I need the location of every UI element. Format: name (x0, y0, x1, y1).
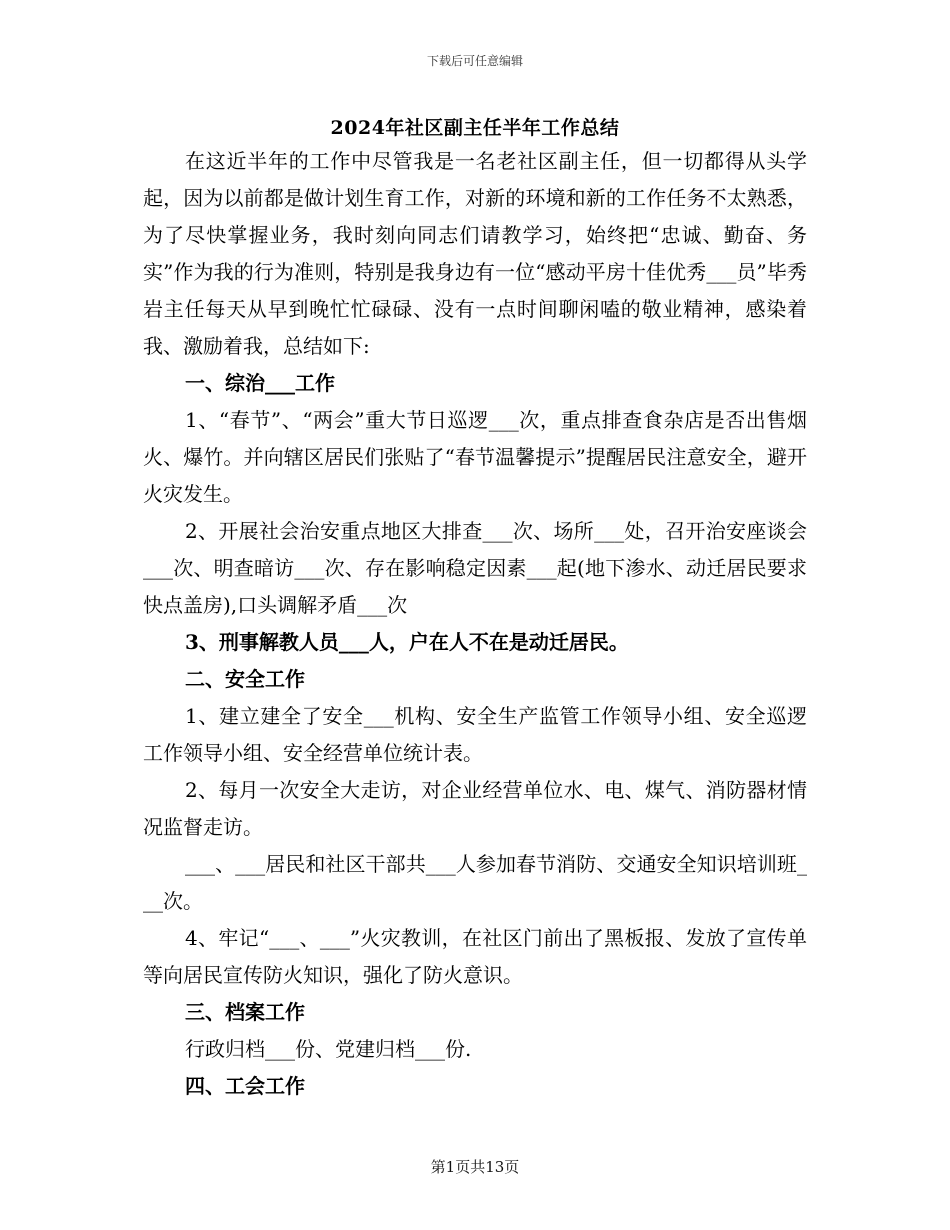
section1-item-1: 1、“春节”、“两会”重大节日巡逻___次，重点排查食杂店是否出售烟火、爆竹。并向辖区居民们张贴了“春节温馨提示”提醒居民注意安全，避开火灾发生。 (143, 408, 807, 506)
section2-item-1: 1、建立建全了安全___机构、安全生产监管工作领导小组、安全巡逻工作领导小组、安全经营单位统计表。 (143, 704, 807, 765)
section1-item-2: 2、开展社会治安重点地区大排查___次、场所___处，召开治安座谈会___次、明查暗访___次、存在影响稳定因素___起(地下渗水、动迁居民要求快点盖房),口头调解矛盾___次 (143, 519, 807, 617)
document-body (143, 143, 807, 1105)
section2-item-3: ___、___居民和社区干部共___人参加春节消防、交通安全知识培训班___次。 (143, 852, 807, 913)
section-heading-anquan: 二、安全工作 (185, 667, 305, 691)
page-header-note: 下载后可任意编辑 (426, 54, 523, 68)
section2-item-4: 4、牢记“___、___”火灾教训，在社区门前出了黑板报、发放了宣传单等向居民宣传防火知识，强化了防火意识。 (143, 926, 807, 987)
section-heading-gonghui: 四、工会工作 (185, 1074, 305, 1098)
section-heading-dangan: 三、档案工作 (185, 1000, 305, 1024)
section-heading-zongzhi: 一、综治___工作 (185, 371, 335, 395)
document-title: 2024年社区副主任半年工作总结 (330, 117, 620, 139)
intro-paragraph: 在这近半年的工作中尽管我是一名老社区副主任，但一切都得从头学起，因为以前都是做计划生育工作，对新的环境和新的工作任务不太熟悉，为了尽快掌握业务，我时刻向同志们请教学习，始终把“忠诚、勤奋、务实”作为我的行为准则，特别是我身边有一位“感动平房十佳优秀___员”毕秀岩主任每天从早到晚忙忙碌碌、没有一点时间聊闲嗑的敬业精神，感染着我、激励着我，总结如下: (143, 149, 807, 358)
page-footer-indicator: 第1页共13页 (430, 1158, 520, 1176)
section3-item-1: 行政归档___份、党建归档___份. (185, 1037, 472, 1061)
section2-item-2: 2、每月一次安全大走访，对企业经营单位水、电、煤气、消防器材情况监督走访。 (143, 778, 807, 839)
section1-item-3-bold: 3、刑事解教人员___人，户在人不在是动迁居民。 (185, 630, 629, 654)
